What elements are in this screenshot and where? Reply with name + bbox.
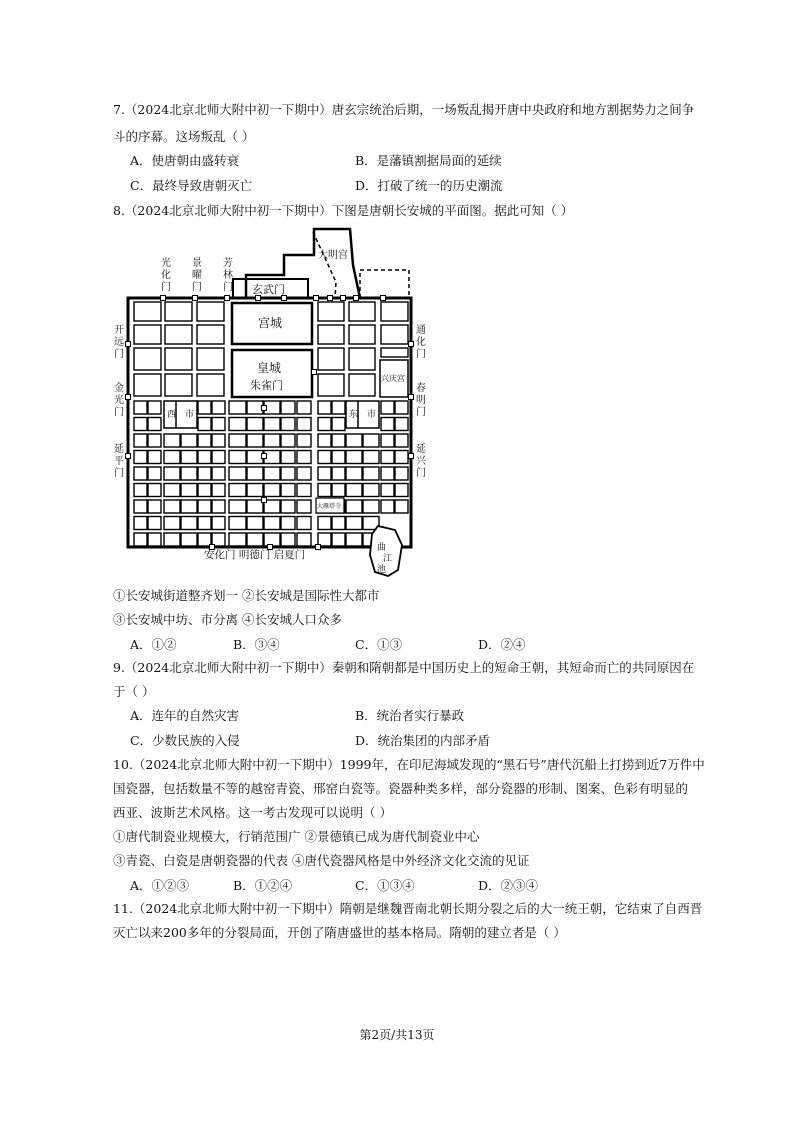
ward-block — [181, 533, 197, 546]
ward-block — [318, 374, 344, 396]
ward-block — [198, 500, 211, 513]
ward-block — [318, 302, 344, 321]
ward-block — [381, 451, 394, 464]
ward-block — [197, 302, 224, 321]
city-gate-marker — [126, 454, 131, 459]
ward-block — [181, 434, 197, 447]
city-gate-marker — [193, 296, 198, 301]
ward-block — [165, 348, 192, 370]
ward-block — [346, 484, 362, 497]
ward-block — [395, 434, 408, 447]
ward-block — [332, 467, 345, 480]
q9-stem-line2: 于（ ） — [113, 684, 155, 699]
east-dashed-boundary — [360, 270, 409, 298]
ward-block — [281, 467, 295, 480]
ward-block — [318, 418, 331, 431]
ward-block — [264, 418, 280, 431]
ward-block — [318, 467, 331, 480]
ward-block — [229, 418, 246, 431]
ward-block — [363, 484, 379, 497]
ward-block — [229, 500, 246, 513]
q8-option-c: C．①③ — [355, 637, 403, 652]
label-guanghuamen: 光化门 — [161, 258, 171, 293]
ward-block — [346, 434, 362, 447]
q10-stem-line2: 国瓷器，包括数量不等的越窑青瓷、邢窑白瓷等。瓷器种类多样，部分瓷器的形制、图案、色彩有明显的 — [113, 781, 689, 796]
ward-block — [281, 401, 295, 414]
ward-block — [346, 467, 362, 480]
ward-block — [181, 517, 197, 530]
city-gate-marker — [381, 296, 386, 301]
q8-stem: 8.（2024北京北师大附中初一下期中）下图是唐朝长安城的平面图。据此可知（ ） — [113, 203, 574, 218]
ward-block — [197, 325, 224, 344]
q10-stem-line3: 西亚、波斯艺术风格。这一考古发现可以说明（ ） — [113, 805, 392, 820]
ward-block — [247, 401, 263, 414]
ward-block — [164, 533, 180, 546]
ward-block — [395, 484, 408, 497]
daminggong-dashed-line — [313, 232, 336, 298]
q10-option-a: A．①②③ — [130, 878, 190, 893]
ward-block — [198, 434, 211, 447]
ward-block — [148, 434, 161, 447]
label-bottom-gates: 安化门 明德门 启夏门 — [204, 549, 306, 561]
ward-block — [164, 467, 180, 480]
ward-block — [148, 533, 161, 546]
q10-option-d: D．②③④ — [478, 878, 539, 893]
ward-block — [134, 374, 161, 396]
ward-block — [229, 533, 246, 546]
q11-stem-line1: 11.（2024北京北师大附中初一下期中）隋朝是继魏晋南北朝长期分裂之后的大一统王朝，它结束了自西晋 — [113, 901, 703, 916]
label-qujiang: 曲江池 — [377, 543, 393, 575]
ward-block — [395, 401, 408, 414]
ward-block — [181, 500, 197, 513]
ward-block — [198, 484, 211, 497]
q8-option-a: A．①② — [130, 637, 177, 652]
q9-stem-line1: 9.（2024北京北师大附中初一下期中）秦朝和隋朝都是中国历史上的短命王朝，其短命而亡的共同原因在 — [113, 660, 695, 675]
ward-block — [363, 467, 379, 480]
ward-block — [164, 484, 180, 497]
ward-block — [381, 401, 394, 414]
label-daminggong: 大明宫 — [318, 250, 348, 261]
ward-block — [212, 500, 225, 513]
ward-block — [332, 533, 345, 546]
ward-block — [363, 451, 379, 464]
city-gate-marker — [341, 296, 346, 301]
label-dayanta: 大雁塔寺 — [317, 503, 342, 510]
q9-option-c: C．少数民族的入侵 — [130, 733, 240, 748]
ward-block — [134, 434, 147, 447]
ward-block — [381, 302, 408, 321]
ward-block — [212, 418, 225, 431]
ward-block — [212, 434, 225, 447]
ward-block — [212, 467, 225, 480]
ward-block — [148, 484, 161, 497]
ward-block — [247, 434, 263, 447]
ward-block — [281, 484, 295, 497]
ward-block — [264, 467, 280, 480]
label-xingqinggong: 兴庆宫 — [381, 374, 405, 383]
q7-stem-line1: 7.（2024北京北师大附中初一下期中）唐玄宗统治后期，一场叛乱揭开唐中央政府和地方割据势力之间争 — [113, 102, 695, 117]
ward-block — [395, 467, 408, 480]
q7-stem-line2: 斗的序幕。这场叛乱（ ） — [113, 129, 255, 144]
q10-option-b: B．①②④ — [233, 878, 293, 893]
ward-block — [332, 401, 345, 414]
ward-block — [148, 418, 161, 431]
ward-block — [134, 500, 147, 513]
ward-block — [264, 517, 280, 530]
q8-statements-2: ③长安城中坊、市分离 ④长安城人口众多 — [113, 612, 342, 627]
ward-block — [134, 467, 147, 480]
city-gate-marker — [256, 296, 261, 301]
label-fanglinmen: 芳林门 — [223, 258, 233, 293]
label-gongcheng: 宫城 — [258, 316, 283, 330]
ward-block — [332, 418, 345, 431]
q9-option-d: D．统治集团的内部矛盾 — [355, 733, 491, 748]
ward-block — [297, 451, 311, 464]
city-gate-marker — [409, 454, 414, 459]
ward-block — [281, 434, 295, 447]
ward-block — [349, 374, 375, 396]
city-gate-marker — [409, 342, 414, 347]
ward-block — [349, 302, 375, 321]
city-gate-marker — [262, 498, 267, 503]
ward-block — [134, 484, 147, 497]
ward-block — [332, 517, 345, 530]
q7-option-d: D．打破了统一的历史潮流 — [355, 178, 503, 193]
ward-block — [363, 434, 379, 447]
ward-block — [197, 374, 224, 396]
ward-block — [229, 401, 246, 414]
ward-block — [318, 517, 331, 530]
ward-block — [247, 418, 263, 431]
q8-option-b: B．③④ — [233, 637, 280, 652]
label-chunmingmen: 春明门 — [416, 383, 426, 418]
city-gate-marker — [262, 406, 267, 411]
ward-block — [297, 401, 311, 414]
ward-block — [198, 467, 211, 480]
city-gate-marker — [262, 454, 267, 459]
ward-block — [381, 434, 394, 447]
ward-block — [212, 517, 225, 530]
q7-option-c: C．最终导致唐朝灭亡 — [130, 178, 253, 193]
ward-block — [134, 418, 147, 431]
label-huangcheng: 皇城 — [257, 361, 282, 375]
ward-block — [297, 533, 311, 546]
ward-block — [297, 484, 311, 497]
label-dongshi: 东 市 — [349, 410, 377, 420]
q7-option-b: B．是藩镇割据局面的延续 — [355, 153, 502, 168]
ward-block — [165, 302, 192, 321]
ward-block — [363, 500, 379, 513]
ward-block — [281, 517, 295, 530]
city-gate-marker — [314, 296, 319, 301]
city-gate-marker — [328, 296, 333, 301]
city-gate-marker — [225, 296, 230, 301]
label-xishi: 西 市 — [167, 410, 195, 420]
ward-block — [165, 374, 192, 396]
ward-block — [381, 418, 394, 431]
ward-block — [349, 348, 375, 370]
ward-block — [229, 451, 246, 464]
ward-block — [395, 418, 408, 431]
ward-block — [281, 451, 295, 464]
q10-option-c: C．①③④ — [355, 878, 415, 893]
label-kaiyuanmen: 开远门 — [114, 325, 124, 360]
ward-block — [247, 451, 263, 464]
ward-block — [346, 517, 362, 530]
city-gate-marker — [316, 545, 321, 550]
ward-block — [247, 484, 263, 497]
ward-block — [381, 325, 408, 344]
ward-block — [165, 325, 192, 344]
ward-block — [332, 484, 345, 497]
city-gate-marker — [161, 296, 166, 301]
ward-block — [297, 418, 311, 431]
ward-block — [229, 517, 246, 530]
ward-block — [148, 500, 161, 513]
ward-block — [247, 467, 263, 480]
ward-block — [297, 434, 311, 447]
ward-block — [134, 302, 161, 321]
ward-block — [212, 401, 225, 414]
ward-block — [148, 517, 161, 530]
ward-block — [264, 434, 280, 447]
ward-block — [332, 434, 345, 447]
ward-block — [198, 401, 211, 414]
label-tonghuamen: 通化门 — [416, 325, 426, 360]
ward-block — [247, 500, 263, 513]
ward-block — [281, 500, 295, 513]
ward-block — [229, 467, 246, 480]
ward-block — [181, 451, 197, 464]
ward-block — [395, 500, 408, 513]
ward-block — [164, 500, 180, 513]
ward-block — [212, 451, 225, 464]
ward-block — [181, 484, 197, 497]
label-yanxingmen: 延兴门 — [416, 444, 426, 479]
ward-block — [148, 467, 161, 480]
page-footer: 第2页/共13页 — [359, 1028, 435, 1042]
ward-block — [247, 517, 263, 530]
ward-block — [297, 467, 311, 480]
ward-block — [318, 348, 344, 370]
ward-block — [281, 533, 295, 546]
ward-block — [134, 451, 147, 464]
label-zhuquemen: 朱雀门 — [250, 379, 283, 392]
ward-block — [134, 533, 147, 546]
ward-block — [229, 434, 246, 447]
label-xuanwumen: 玄武门 — [252, 283, 285, 296]
ward-block — [198, 517, 211, 530]
ward-block — [148, 451, 161, 464]
ward-block — [297, 517, 311, 530]
ward-block — [212, 484, 225, 497]
ward-block — [164, 434, 180, 447]
ward-block — [281, 418, 295, 431]
ward-block — [381, 484, 394, 497]
ward-block — [164, 451, 180, 464]
ward-block — [318, 401, 331, 414]
q9-option-b: B．统治者实行暴政 — [355, 708, 465, 723]
ward-block — [181, 467, 197, 480]
label-yanpingmen: 延平门 — [114, 444, 124, 479]
ward-block — [346, 533, 362, 546]
q10-stem-line1: 10.（2024北京北师大附中初一下期中）1999年，在印尼海域发现的“黑石号”唐代沉船上打捞到近7万件中 — [113, 757, 705, 772]
ward-block — [346, 451, 362, 464]
ward-block — [381, 348, 408, 357]
ward-block — [134, 325, 161, 344]
ward-block — [197, 348, 224, 370]
ward-block — [164, 517, 180, 530]
ward-block — [148, 401, 161, 414]
ward-block — [381, 500, 394, 513]
q10-statements-2: ③青瓷、白瓷是唐朝瓷器的代表 ④唐代瓷器风格是中外经济文化交流的见证 — [113, 853, 530, 868]
ward-block — [395, 451, 408, 464]
q11-stem-line2: 灭亡以来200多年的分裂局面，开创了隋唐盛世的基本格局。隋朝的建立者是（ ） — [113, 925, 566, 940]
ward-block — [318, 434, 331, 447]
city-gate-marker — [312, 370, 317, 375]
ward-block — [318, 484, 331, 497]
ward-block — [198, 418, 211, 431]
ward-block — [332, 451, 345, 464]
q8-option-d: D．②④ — [478, 637, 526, 652]
ward-block — [381, 467, 394, 480]
q8-statements-1: ①长安城街道整齐划一 ②长安城是国际性大都市 — [113, 588, 380, 603]
label-jinguangmen: 金光门 — [114, 383, 124, 418]
city-gate-marker — [126, 395, 131, 400]
ward-block — [134, 348, 161, 370]
label-jingyaomen: 景曜门 — [192, 258, 202, 293]
ward-block — [134, 401, 147, 414]
ward-block — [134, 517, 147, 530]
ward-block — [247, 533, 263, 546]
q10-statements-1: ①唐代制瓷业规模大，行销范围广 ②景德镇已成为唐代制瓷业中心 — [113, 829, 480, 844]
q9-option-a: A．连年的自然灾害 — [130, 708, 240, 723]
ward-block — [318, 451, 331, 464]
q7-option-a: A．使唐朝由盛转衰 — [130, 153, 240, 168]
city-gate-marker — [409, 395, 414, 400]
ward-block — [229, 484, 246, 497]
ward-block — [318, 325, 344, 344]
city-gate-marker — [126, 342, 131, 347]
city-gate-marker — [282, 296, 287, 301]
ward-block — [198, 451, 211, 464]
city-gate-marker — [354, 296, 359, 301]
ward-block — [349, 325, 375, 344]
ward-block — [264, 484, 280, 497]
ward-block — [346, 500, 362, 513]
ward-block — [297, 500, 311, 513]
